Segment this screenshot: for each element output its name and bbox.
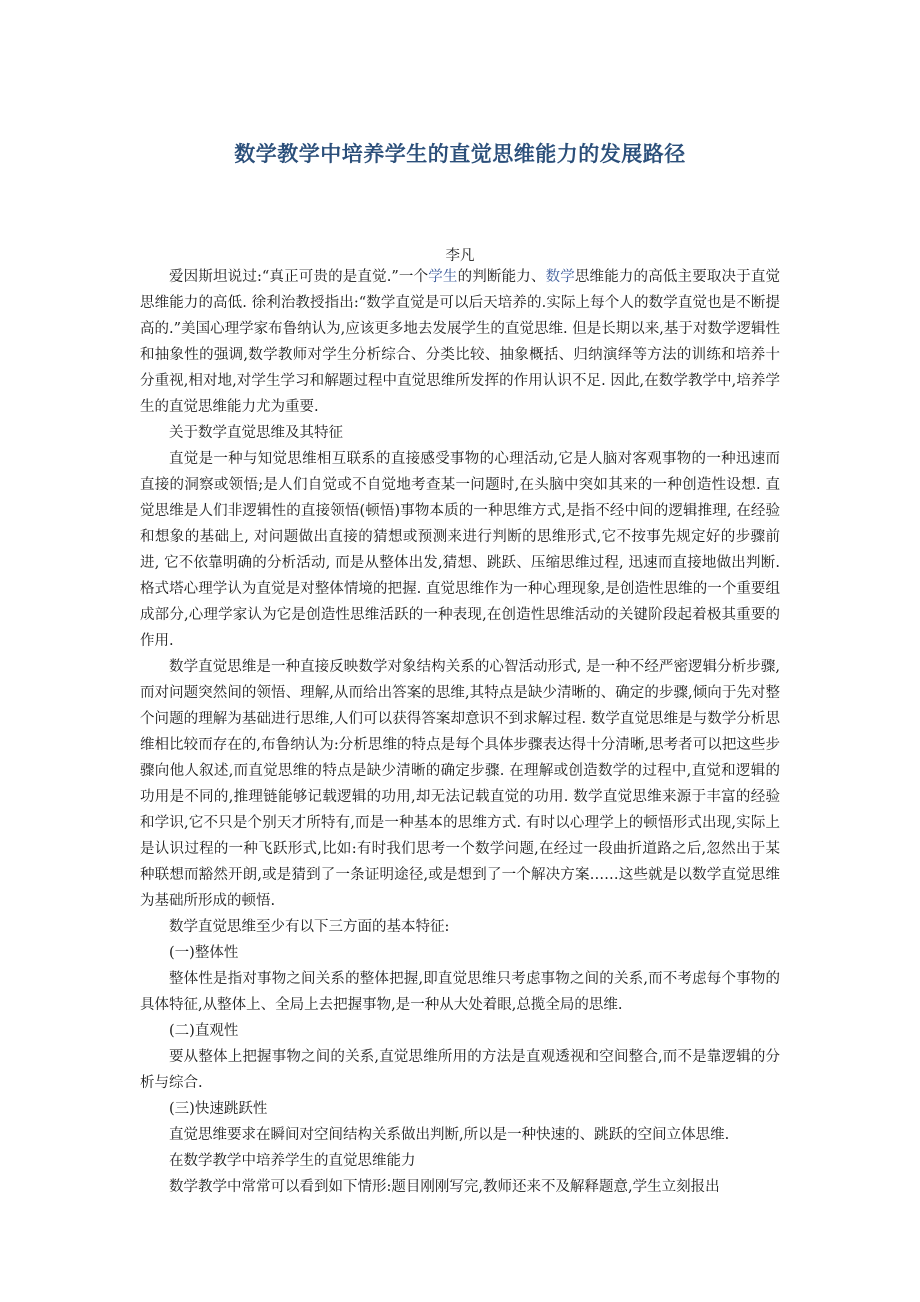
link-math[interactable]: 数学 [545, 269, 575, 285]
subheading: (三)快速跳跃性 [169, 1101, 268, 1117]
document-title: 数学教学中培养学生的直觉思维能力的发展路径 [234, 142, 686, 166]
intro-text-b: 的判断能力、 [457, 269, 546, 285]
intro-text-a: 爱因斯坦说过:“真正可贵的是直觉.”一个 [169, 269, 429, 285]
link-student[interactable]: 学生 [428, 269, 458, 285]
document-body [140, 264, 780, 1200]
intro-text-c: 思维能力的高低主要取决于直觉思维能力的高低. 徐利治教授指出:“数学直觉是可以后天培养的.实际上每个人的数学直觉也是不断提高的.”美国心理学家布鲁纳认为,应该更多地去发展学生的直觉思维. 但是长期以来,基于对数学逻辑性和抽象性的强调,数学教师对学生分析综合、分类比较、抽象概括、归纳演绎等方法的训练和培养十分重视,相对地,对学生学习和解题过程中直觉思维所发挥的作用认识不足. 因此,在数学教学中,培养学生的直觉思维能力尤为重要. [140, 269, 781, 415]
paragraph: 要从整体上把握事物之间的关系,直觉思维所用的方法是直观透视和空间整合,而不是靠逻辑的分析与综合. [140, 1049, 780, 1091]
subheading: (一)整体性 [169, 945, 239, 961]
paragraph: 直觉是一种与知觉思维相互联系的直接感受事物的心理活动,它是人脑对客观事物的一种迅速而直接的洞察或领悟;是人们自觉或不自觉地考查某一问题时,在头脑中突如其来的一种创造性设想. 直觉思维是人们非逻辑性的直接领悟(顿悟)事物本质的一种思维方式,是指不经中间的逻辑推理, 在经验和想象的基础上, 对问题做出直接的猜想或预测来进行判断的思维形式,它不按事先规定好的步骤前进, 它不依靠明确的分析活动, 而是从整体出发,猜想、跳跃、压缩思维过程, 迅速而直接地做出判断. 格式塔心理学认为直觉是对整体情境的把握. 直觉思维作为一种心理现象,是创造性思维的一个重要组成部分,心理学家认为它是创造性思维活跃的一种表现,在创造性思维活动的关键阶段起着极其重要的作用. [140, 451, 780, 649]
paragraph: 直觉思维要求在瞬间对空间结构关系做出判断,所以是一种快速的、跳跃的空间立体思维. [169, 1127, 730, 1143]
paragraph: 数学直觉思维至少有以下三方面的基本特征: [169, 919, 450, 935]
paragraph: 数学教学中常常可以看到如下情形:题目刚刚写完,教师还来不及解释题意,学生立刻报出 [169, 1179, 720, 1195]
paragraph: 数学直觉思维是一种直接反映数学对象结构关系的心智活动形式, 是一种不经严密逻辑分析步骤,而对问题突然间的领悟、理解,从而给出答案的思维,其特点是缺少清晰的、确定的步骤,倾向于先对整个问题的理解为基础进行思维,人们可以获得答案却意识不到求解过程. 数学直觉思维是与数学分析思维相比较而存在的,布鲁纳认为:分析思维的特点是每个具体步骤表达得十分清晰,思考者可以把这些步骤向他人叙述,而直觉思维的特点是缺少清晰的确定步骤. 在理解或创造数学的过程中,直觉和逻辑的功用是不同的,推理链能够记载逻辑的功用,却无法记载直觉的功用. 数学直觉思维来源于丰富的经验和学识,它不只是个别天才所特有,而是一种基本的思维方式. 有时以心理学上的顿悟形式出现,实际上是认识过程的一种飞跃形式,比如:有时我们思考一个数学问题,在经过一段曲折道路之后,忽然出于某种联想而豁然开朗,或是猜到了一条证明途径,或是想到了一个解决方案……这些就是以数学直觉思维为基础所形成的顿悟. [140, 659, 780, 909]
section-heading: 关于数学直觉思维及其特征 [169, 425, 343, 441]
paragraph-intro [140, 264, 780, 420]
paragraph: 整体性是指对事物之间关系的整体把握,即直觉思维只考虑事物之间的关系,而不考虑每个事物的具体特征,从整体上、全局上去把握事物,是一种从大处着眼,总揽全局的思维. [140, 971, 780, 1013]
author-name: 李凡 [445, 248, 475, 264]
subheading: (二)直观性 [169, 1023, 239, 1039]
section-heading: 在数学教学中培养学生的直觉思维能力 [169, 1153, 416, 1169]
